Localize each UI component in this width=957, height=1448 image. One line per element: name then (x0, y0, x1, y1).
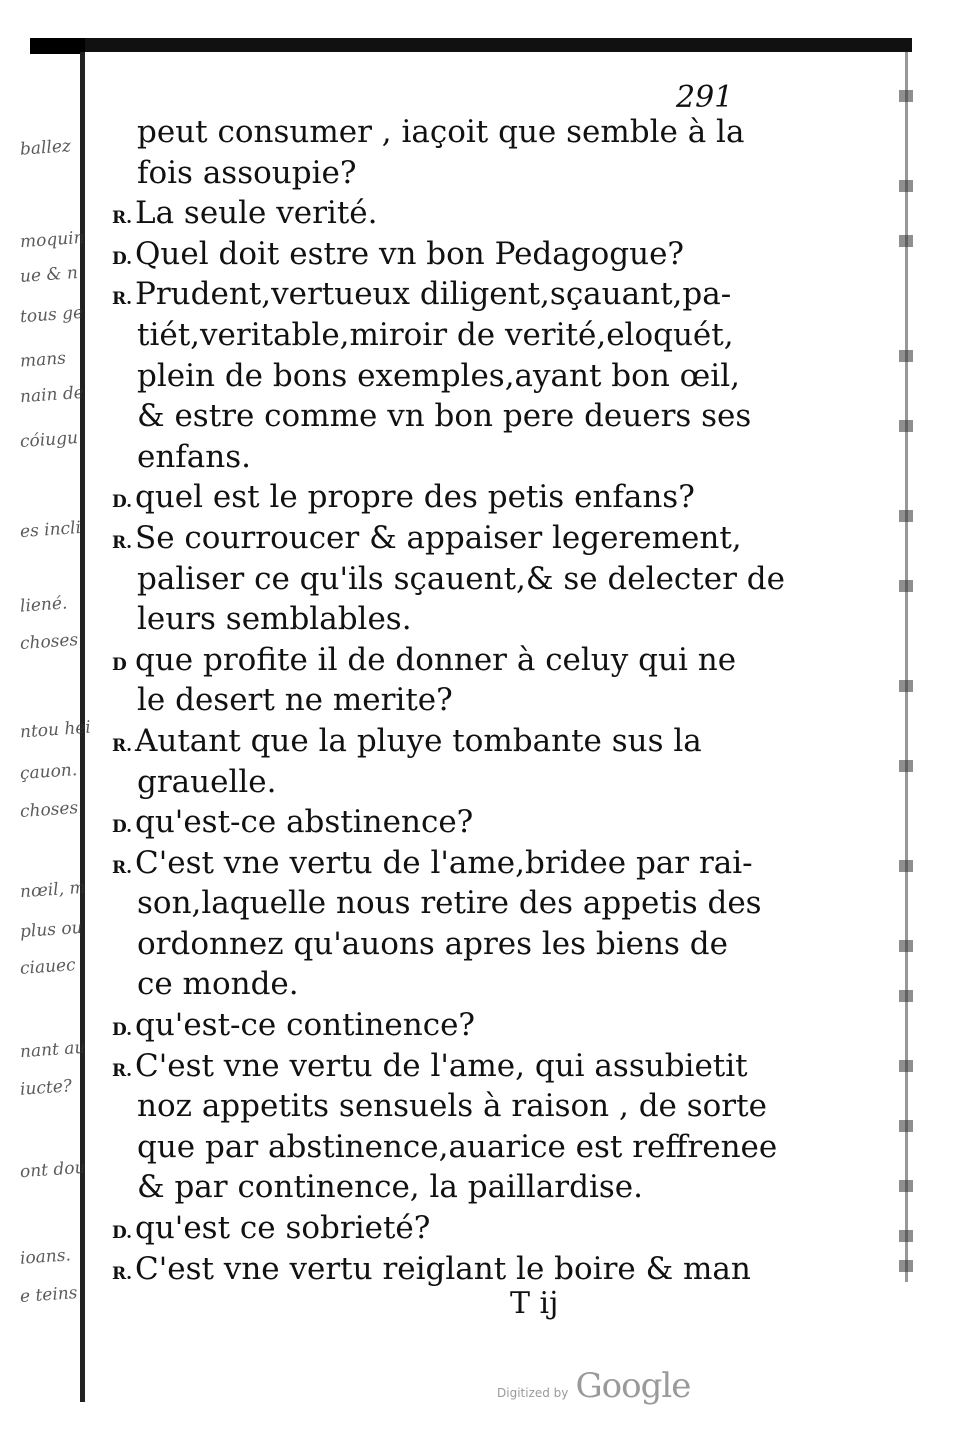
bleed-mark (899, 1180, 913, 1192)
line-text: & estre comme vn bon pere deuers ses (137, 398, 752, 435)
bleed-mark (899, 990, 913, 1002)
line-text: fois assoupie? (137, 154, 357, 191)
text-line (112, 518, 742, 559)
line-text: paliser ce qu'ils sçauent,& se delecter de (137, 560, 785, 597)
margin-fragment: ue & n (19, 263, 79, 287)
text-line (112, 1046, 748, 1087)
line-text: Autant que la pluye tombante sus la (135, 722, 702, 759)
line-text: quel est le propre des petis enfans? (135, 479, 695, 516)
right-edge-bleed-marks (895, 60, 925, 1300)
bleed-mark (899, 680, 913, 692)
text-line (112, 599, 742, 640)
line-text: tiét,veritable,miroir de verité,eloquét, (137, 316, 734, 353)
bleed-mark (899, 180, 913, 192)
bleed-mark (899, 235, 913, 247)
facing-page-margin-fragments (6, 0, 92, 1448)
line-text: qu'est-ce abstinence? (135, 804, 474, 841)
text-line (112, 762, 742, 803)
bleed-mark (899, 350, 913, 362)
text-line (112, 396, 752, 437)
bleed-mark (899, 1260, 913, 1272)
text-line (112, 883, 762, 924)
line-text: grauelle. (137, 763, 277, 800)
speaker-marker: R. (112, 1060, 133, 1081)
line-text: enfans. (137, 438, 251, 475)
line-text: ce monde. (137, 966, 299, 1003)
digitizer-prefix: Digitized by (497, 1386, 569, 1400)
page-top-edge-shadow (30, 38, 912, 52)
margin-fragment: e teins (19, 1283, 79, 1307)
line-text: qu'est-ce continence? (135, 1007, 476, 1044)
line-text: plein de bons exemples,ayant bon œil, (137, 357, 740, 394)
bleed-mark (899, 420, 913, 432)
margin-fragment: ciauec (19, 955, 77, 979)
margin-fragment: choses (19, 629, 79, 655)
speaker-marker: R. (112, 289, 133, 310)
bleed-mark (899, 1120, 913, 1132)
text-line (112, 964, 742, 1005)
line-text: C'est vne vertu reiglant le boire & man (135, 1250, 751, 1287)
line-text: Prudent,vertueux diligent,sçauant,pa- (135, 276, 732, 313)
bleed-mark (899, 1060, 913, 1072)
bleed-mark (899, 580, 913, 592)
bleed-mark (899, 860, 913, 872)
line-text: qu'est ce sobrieté? (135, 1210, 431, 1247)
margin-fragment: ont dou (19, 1157, 87, 1183)
text-line (112, 437, 742, 478)
margin-fragment: ntou hei (19, 717, 92, 743)
text-line (112, 153, 742, 194)
margin-fragment: iucte? (19, 1076, 73, 1100)
text-line (112, 1167, 742, 1208)
text-line (112, 1127, 778, 1168)
signature-mark: T ij (510, 1286, 559, 1321)
line-text: Se courroucer & appaiser legerement, (135, 519, 742, 556)
speaker-marker: D. (112, 248, 133, 269)
text-line (112, 1208, 742, 1249)
speaker-marker: D. (112, 817, 133, 838)
speaker-marker: R. (112, 1263, 133, 1284)
line-text: noz appetits sensuels à raison , de sorte (137, 1088, 767, 1125)
text-line (112, 315, 742, 356)
bleed-mark (899, 940, 913, 952)
margin-fragment: nœil, m (19, 877, 87, 903)
margin-fragment: ioans. (19, 1245, 72, 1269)
margin-fragment: ballez (19, 136, 72, 160)
line-text: C'est vne vertu de l'ame,bridee par rai- (135, 844, 753, 881)
text-line (112, 721, 742, 762)
line-text: le desert ne merite? (137, 682, 453, 719)
margin-fragment: es incli (19, 517, 82, 543)
speaker-marker: R. (112, 857, 133, 878)
text-line (112, 477, 742, 518)
speaker-marker: R. (112, 735, 133, 756)
line-text: C'est vne vertu de l'ame, qui assubietit (135, 1047, 748, 1084)
line-text: leurs semblables. (137, 601, 412, 638)
margin-fragment: choses (19, 797, 79, 823)
line-text: que profite il de donner à celuy qui ne (135, 641, 737, 678)
text-line (112, 1249, 751, 1290)
text-line (112, 1005, 742, 1046)
line-text: que par abstinence,auarice est reffrenee (137, 1128, 778, 1165)
margin-fragment: liené. (19, 593, 68, 617)
speaker-marker: D (112, 654, 127, 675)
margin-fragment: çauon. (19, 760, 78, 784)
google-logo: Google (575, 1366, 691, 1406)
margin-fragment: tous ge (19, 302, 84, 328)
text-line (112, 193, 742, 234)
line-text: peut consumer , iaçoit que semble à la (137, 114, 745, 150)
text-line (112, 112, 745, 153)
text-line (112, 640, 742, 681)
text-line (112, 680, 742, 721)
bleed-mark (899, 510, 913, 522)
margin-fragment: nant au (19, 1037, 86, 1063)
text-line (112, 356, 742, 397)
margin-fragment: plus ou (19, 917, 84, 943)
text-line (112, 274, 742, 315)
page-number: 291 (676, 80, 734, 115)
line-text: ordonnez qu'auons apres les biens de (137, 925, 728, 962)
margin-fragment: nain de (19, 382, 85, 408)
digitized-by-google-watermark (497, 1366, 690, 1406)
text-line (112, 234, 742, 275)
text-line (112, 802, 742, 843)
text-line (112, 559, 785, 600)
line-text: Quel doit estre vn bon Pedagogue? (135, 235, 685, 272)
line-text: & par continence, la paillardise. (137, 1169, 643, 1206)
bleed-mark (899, 760, 913, 772)
speaker-marker: D. (112, 1223, 133, 1244)
page-body-text (112, 112, 785, 1289)
bleed-mark (899, 1230, 913, 1242)
speaker-marker: R. (112, 532, 133, 553)
speaker-marker: R. (112, 208, 133, 229)
line-text: son,laquelle nous retire des appetis des (137, 885, 762, 922)
speaker-marker: D. (112, 492, 133, 513)
bleed-mark (899, 90, 913, 102)
margin-fragment: moquin (19, 227, 86, 253)
line-text: La seule verité. (135, 195, 378, 232)
text-line (112, 924, 742, 965)
speaker-marker: D. (112, 1020, 133, 1041)
margin-fragment: cóiugu (19, 428, 79, 452)
margin-fragment: mans (19, 348, 67, 372)
text-line (112, 843, 753, 884)
text-line (112, 1086, 767, 1127)
